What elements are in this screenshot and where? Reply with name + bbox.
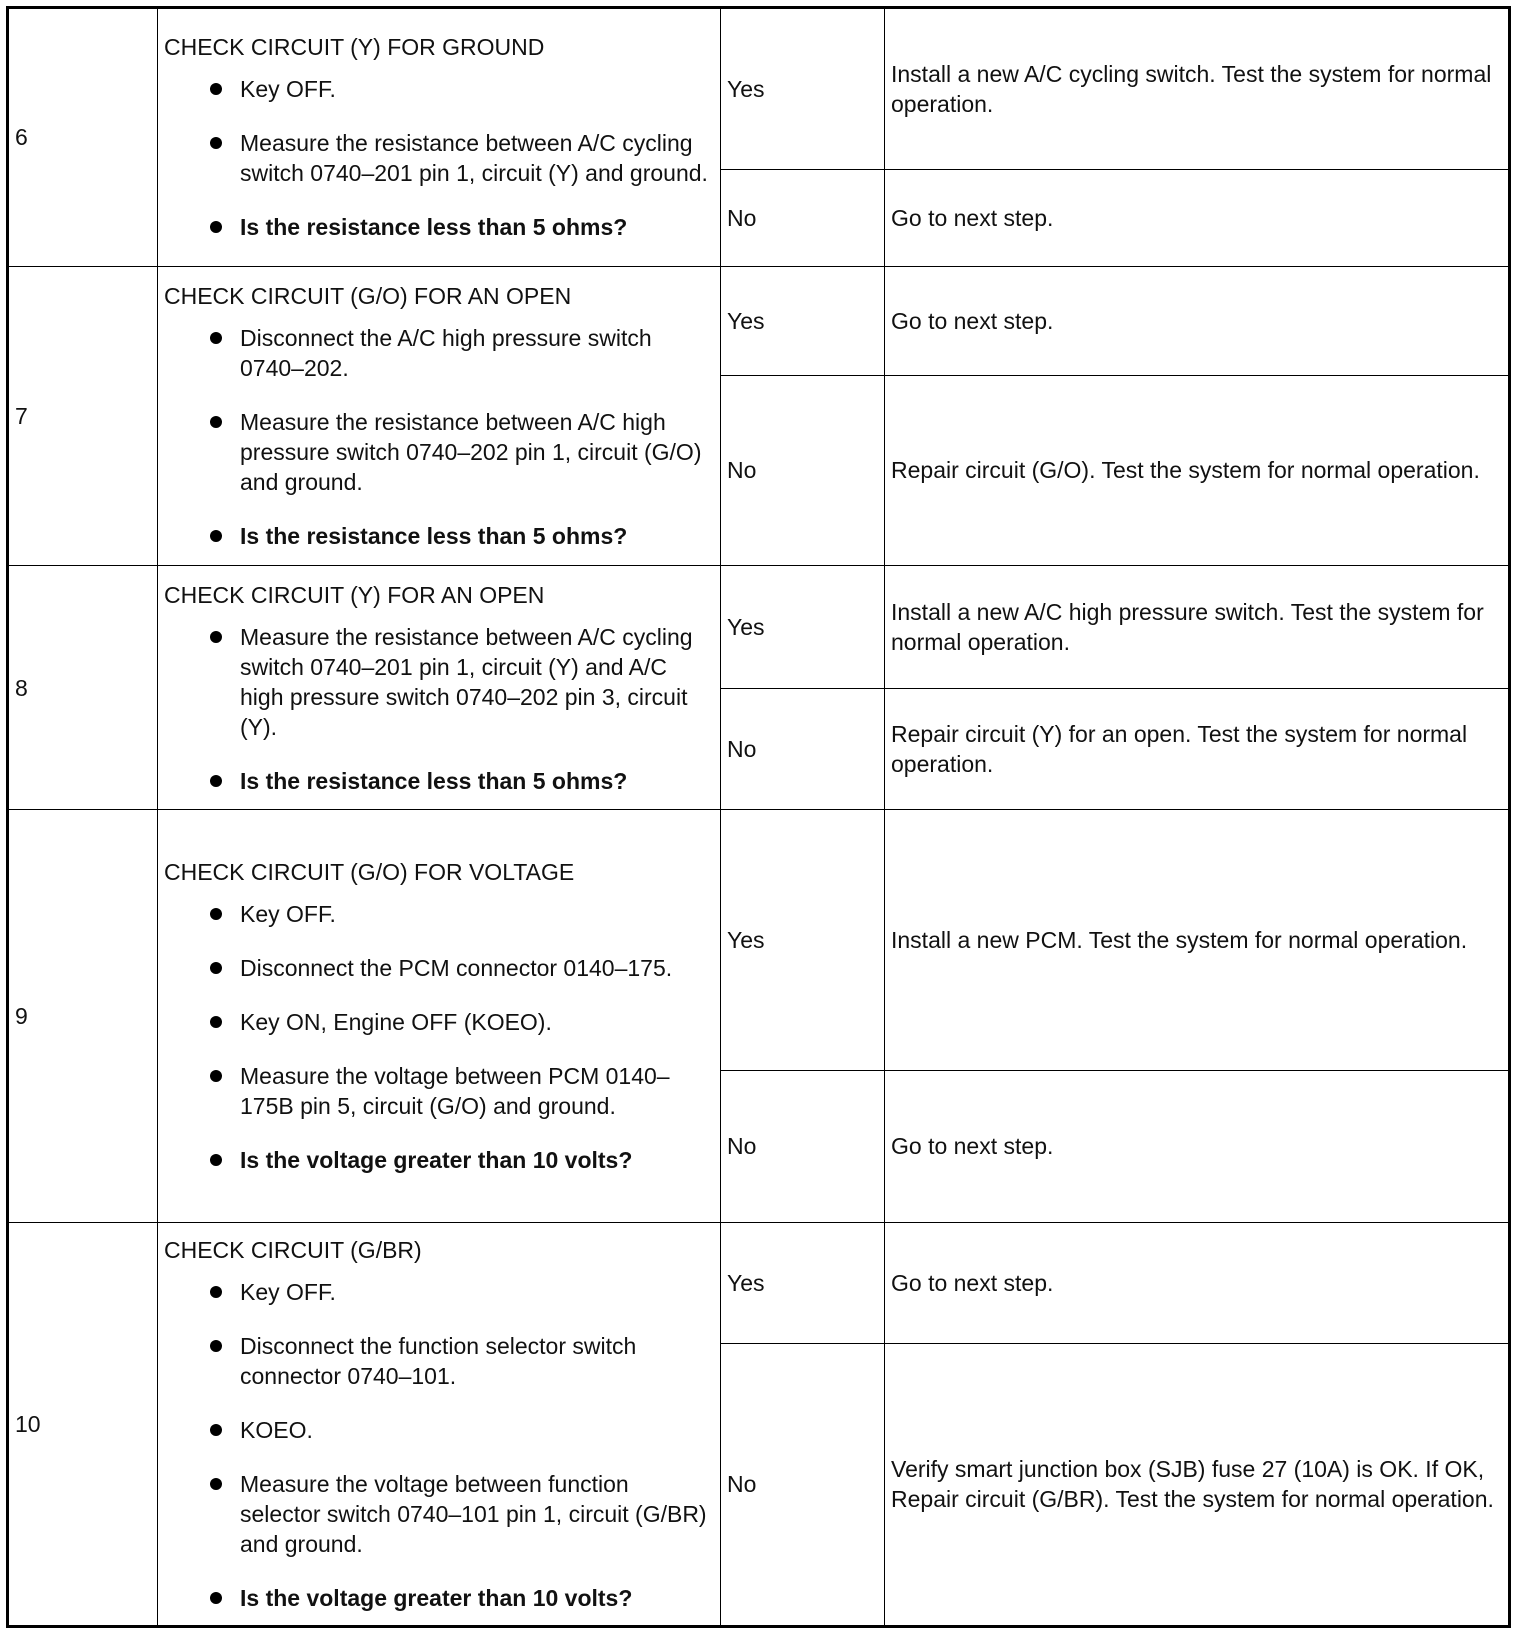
bullet-item [164,1331,714,1391]
step-heading: CHECK CIRCUIT (G/O) FOR AN OPEN [164,282,572,309]
step-bullet-list [164,74,714,242]
bullet-icon [210,137,222,149]
bullet-text: Is the voltage greater than 10 volts? [240,1584,633,1611]
bullet-text: Measure the resistance between A/C cycling switch 0740–201 pin 1, circuit (Y) and ground. [240,130,708,187]
result-yes: Install a new A/C high pressure switch. Test the system for normal operation. [885,565,1510,688]
step-row-9-yes [8,810,1510,1071]
bullet-text: Disconnect the A/C high pressure switch 0740–202. [240,324,652,381]
step-row-6-yes [8,8,1510,170]
bullet-question [164,1145,714,1175]
result-no: Repair circuit (Y) for an open. Test the system for normal operation. [885,689,1510,810]
bullet-icon [210,631,222,643]
bullet-icon [210,1286,222,1298]
bullet-text: Is the resistance less than 5 ohms? [240,214,628,241]
bullet-item [164,899,714,929]
step-heading: CHECK CIRCUIT (Y) FOR GROUND [164,34,545,61]
bullet-text: Key OFF. [240,76,336,103]
answer-no: No [721,375,885,565]
step-row-10-yes [8,1222,1510,1343]
diagnostic-table [6,6,1511,1628]
bullet-icon [210,1070,222,1082]
step-number: 9 [8,810,158,1222]
answer-no: No [721,169,885,266]
answer-yes: Yes [721,1222,885,1343]
bullet-text: Disconnect the PCM connector 0140–175. [240,955,673,982]
step-bullet-list [164,899,714,1175]
answer-yes: Yes [721,8,885,170]
step-row-8-yes [8,565,1510,688]
answer-no: No [721,689,885,810]
bullet-icon [210,1154,222,1166]
step-bullet-list [164,323,714,551]
step-action [158,8,721,267]
bullet-icon [210,221,222,233]
bullet-text: Key OFF. [240,1278,336,1305]
bullet-icon [210,332,222,344]
bullet-icon [210,1016,222,1028]
bullet-item [164,323,714,383]
result-no: Go to next step. [885,1071,1510,1223]
bullet-text: Disconnect the function selector switch connector 0740–101. [240,1332,637,1389]
bullet-item [164,1277,714,1307]
bullet-text: KOEO. [240,1416,313,1443]
bullet-text: Measure the voltage between function selector switch 0740–101 pin 1, circuit (G/BR) and ground. [240,1470,707,1557]
bullet-question [164,766,714,796]
bullet-icon [210,775,222,787]
bullet-item [164,622,714,742]
bullet-question [164,212,714,242]
bullet-text: Is the resistance less than 5 ohms? [240,522,628,549]
step-number: 7 [8,266,158,565]
result-yes: Install a new A/C cycling switch. Test the system for normal operation. [885,8,1510,170]
answer-yes: Yes [721,565,885,688]
bullet-icon [210,962,222,974]
result-no: Verify smart junction box (SJB) fuse 27 (10A) is OK. If OK, Repair circuit (G/BR). Test the system for normal operation. [885,1343,1510,1626]
step-action [158,810,721,1222]
bullet-item [164,953,714,983]
step-bullet-list [164,622,714,796]
bullet-icon [210,530,222,542]
result-yes: Go to next step. [885,266,1510,375]
answer-yes: Yes [721,810,885,1071]
result-yes: Install a new PCM. Test the system for normal operation. [885,810,1510,1071]
bullet-item [164,1061,714,1121]
result-no: Go to next step. [885,169,1510,266]
bullet-text: Key OFF. [240,901,336,928]
bullet-question [164,1583,714,1613]
bullet-text: Measure the resistance between A/C cycling switch 0740–201 pin 1, circuit (Y) and A/C high pressure switch 0740–202 pin 3, circuit (Y). [240,623,693,740]
bullet-question [164,521,714,551]
result-no: Repair circuit (G/O). Test the system for normal operation. [885,375,1510,565]
bullet-item [164,128,714,188]
bullet-item [164,407,714,497]
step-action [158,1222,721,1626]
step-number: 10 [8,1222,158,1626]
step-heading: CHECK CIRCUIT (Y) FOR AN OPEN [164,581,545,608]
bullet-icon [210,1340,222,1352]
step-bullet-list [164,1277,714,1613]
bullet-item [164,1415,714,1445]
step-action [158,565,721,810]
step-number: 8 [8,565,158,810]
bullet-icon [210,908,222,920]
bullet-icon [210,83,222,95]
bullet-item [164,1469,714,1559]
bullet-item [164,74,714,104]
step-heading: CHECK CIRCUIT (G/BR) [164,1236,422,1263]
answer-no: No [721,1071,885,1223]
bullet-text: Is the voltage greater than 10 volts? [240,1147,633,1174]
bullet-icon [210,416,222,428]
bullet-text: Key ON, Engine OFF (KOEO). [240,1009,552,1036]
bullet-icon [210,1424,222,1436]
bullet-icon [210,1478,222,1490]
result-yes: Go to next step. [885,1222,1510,1343]
step-heading: CHECK CIRCUIT (G/O) FOR VOLTAGE [164,859,575,886]
step-action [158,266,721,565]
bullet-item [164,1007,714,1037]
step-number: 6 [8,8,158,267]
bullet-text: Is the resistance less than 5 ohms? [240,767,628,794]
step-row-7-yes [8,266,1510,375]
bullet-text: Measure the resistance between A/C high pressure switch 0740–202 pin 1, circuit (G/O) and ground. [240,408,702,495]
bullet-text: Measure the voltage between PCM 0140–175B pin 5, circuit (G/O) and ground. [240,1063,670,1120]
answer-yes: Yes [721,266,885,375]
answer-no: No [721,1343,885,1626]
bullet-icon [210,1592,222,1604]
